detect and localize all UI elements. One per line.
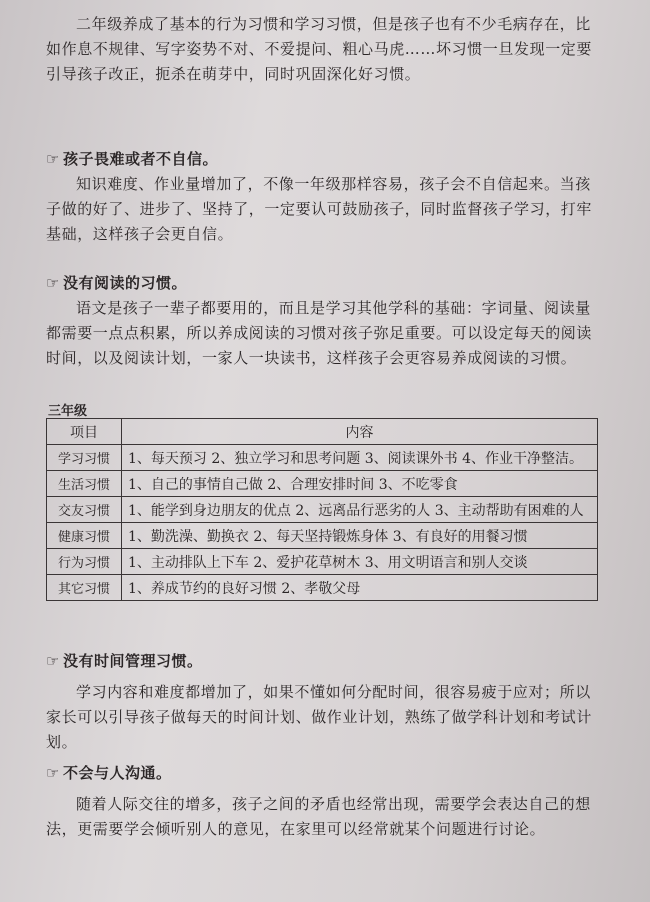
table-cell-category: 健康习惯 <box>47 523 122 549</box>
section-body-reading: 语文是孩子一辈子都要用的，而且是学习其他学科的基础：字词量、阅读量都需要一点点积累，所以养成阅读的习惯对孩子弥足重要。可以设定每天的阅读时间，以及阅读计划，一家人一块读书，这样孩子会更容易养成阅读的习惯。 <box>46 299 593 367</box>
table-cell-category: 行为习惯 <box>47 549 122 575</box>
pointing-hand-icon: ☞ <box>46 149 60 168</box>
table-cell-content: 1、自己的事情自己做 2、合理安排时间 3、不吃零食 <box>122 471 598 497</box>
table-cell-content: 1、主动排队上下车 2、爱护花草树木 3、用文明语言和别人交谈 <box>122 549 598 575</box>
section-heading-time <box>46 650 202 671</box>
table-row <box>47 575 598 601</box>
table-row <box>47 497 598 523</box>
section-heading-reading <box>46 272 187 293</box>
pointing-hand-icon: ☞ <box>46 273 60 292</box>
table-cell-category: 交友习惯 <box>47 497 122 523</box>
table-header-row <box>47 419 598 445</box>
table-cell-category: 其它习惯 <box>47 575 122 601</box>
table-header-content: 内容 <box>122 419 598 445</box>
table-row <box>47 471 598 497</box>
table-cell-category: 学习习惯 <box>47 445 122 471</box>
table-title: 三年级 <box>48 404 88 419</box>
section-body-confidence: 知识难度、作业量增加了，不像一年级那样容易，孩子会不自信起来。当孩子做的好了、进步了、坚持了，一定要认可鼓励孩子，同时监督孩子学习，打牢基础，这样孩子会更自信。 <box>46 175 593 243</box>
section-body-time: 学习内容和难度都增加了，如果不懂如何分配时间，很容易疲于应对；所以家长可以引导孩子做每天的时间计划、做作业计划，熟练了做学科计划和考试计划。 <box>46 683 593 751</box>
pointing-hand-icon: ☞ <box>46 763 60 782</box>
table-row <box>47 445 598 471</box>
section-body-communication: 随着人际交往的增多，孩子之间的矛盾也经常出现，需要学会表达自己的想法，更需要学会倾听别人的意见，在家里可以经常就某个问题进行讨论。 <box>46 795 591 838</box>
habits-table <box>46 418 598 601</box>
section-heading-text: 没有时间管理习惯。 <box>62 652 203 670</box>
pointing-hand-icon: ☞ <box>46 651 60 670</box>
section-heading-confidence <box>46 148 218 169</box>
table-cell-content: 1、养成节约的良好习惯 2、孝敬父母 <box>122 575 598 601</box>
section-heading-communication <box>46 762 171 783</box>
section-heading-text: 孩子畏难或者不自信。 <box>62 150 218 168</box>
table-row <box>47 523 598 549</box>
section-heading-text: 没有阅读的习惯。 <box>62 274 187 292</box>
table-header-category: 项目 <box>47 419 122 445</box>
table-cell-content: 1、勤洗澡、勤换衣 2、每天坚持锻炼身体 3、有良好的用餐习惯 <box>122 523 598 549</box>
table-cell-content: 1、每天预习 2、独立学习和思考问题 3、阅读课外书 4、作业干净整洁。 <box>122 445 598 471</box>
table-row <box>47 549 598 575</box>
intro-paragraph: 二年级养成了基本的行为习惯和学习习惯，但是孩子也有不少毛病存在，比如作息不规律、写字姿势不对、不爱提问、粗心马虎……坏习惯一旦发现一定要引导孩子改正，扼杀在萌芽中，同时巩固深化好习惯。 <box>46 15 593 83</box>
table-cell-category: 生活习惯 <box>47 471 122 497</box>
section-heading-text: 不会与人沟通。 <box>62 764 172 782</box>
table-cell-content: 1、能学到身边朋友的优点 2、远离品行恶劣的人 3、主动帮助有困难的人 <box>122 497 598 523</box>
